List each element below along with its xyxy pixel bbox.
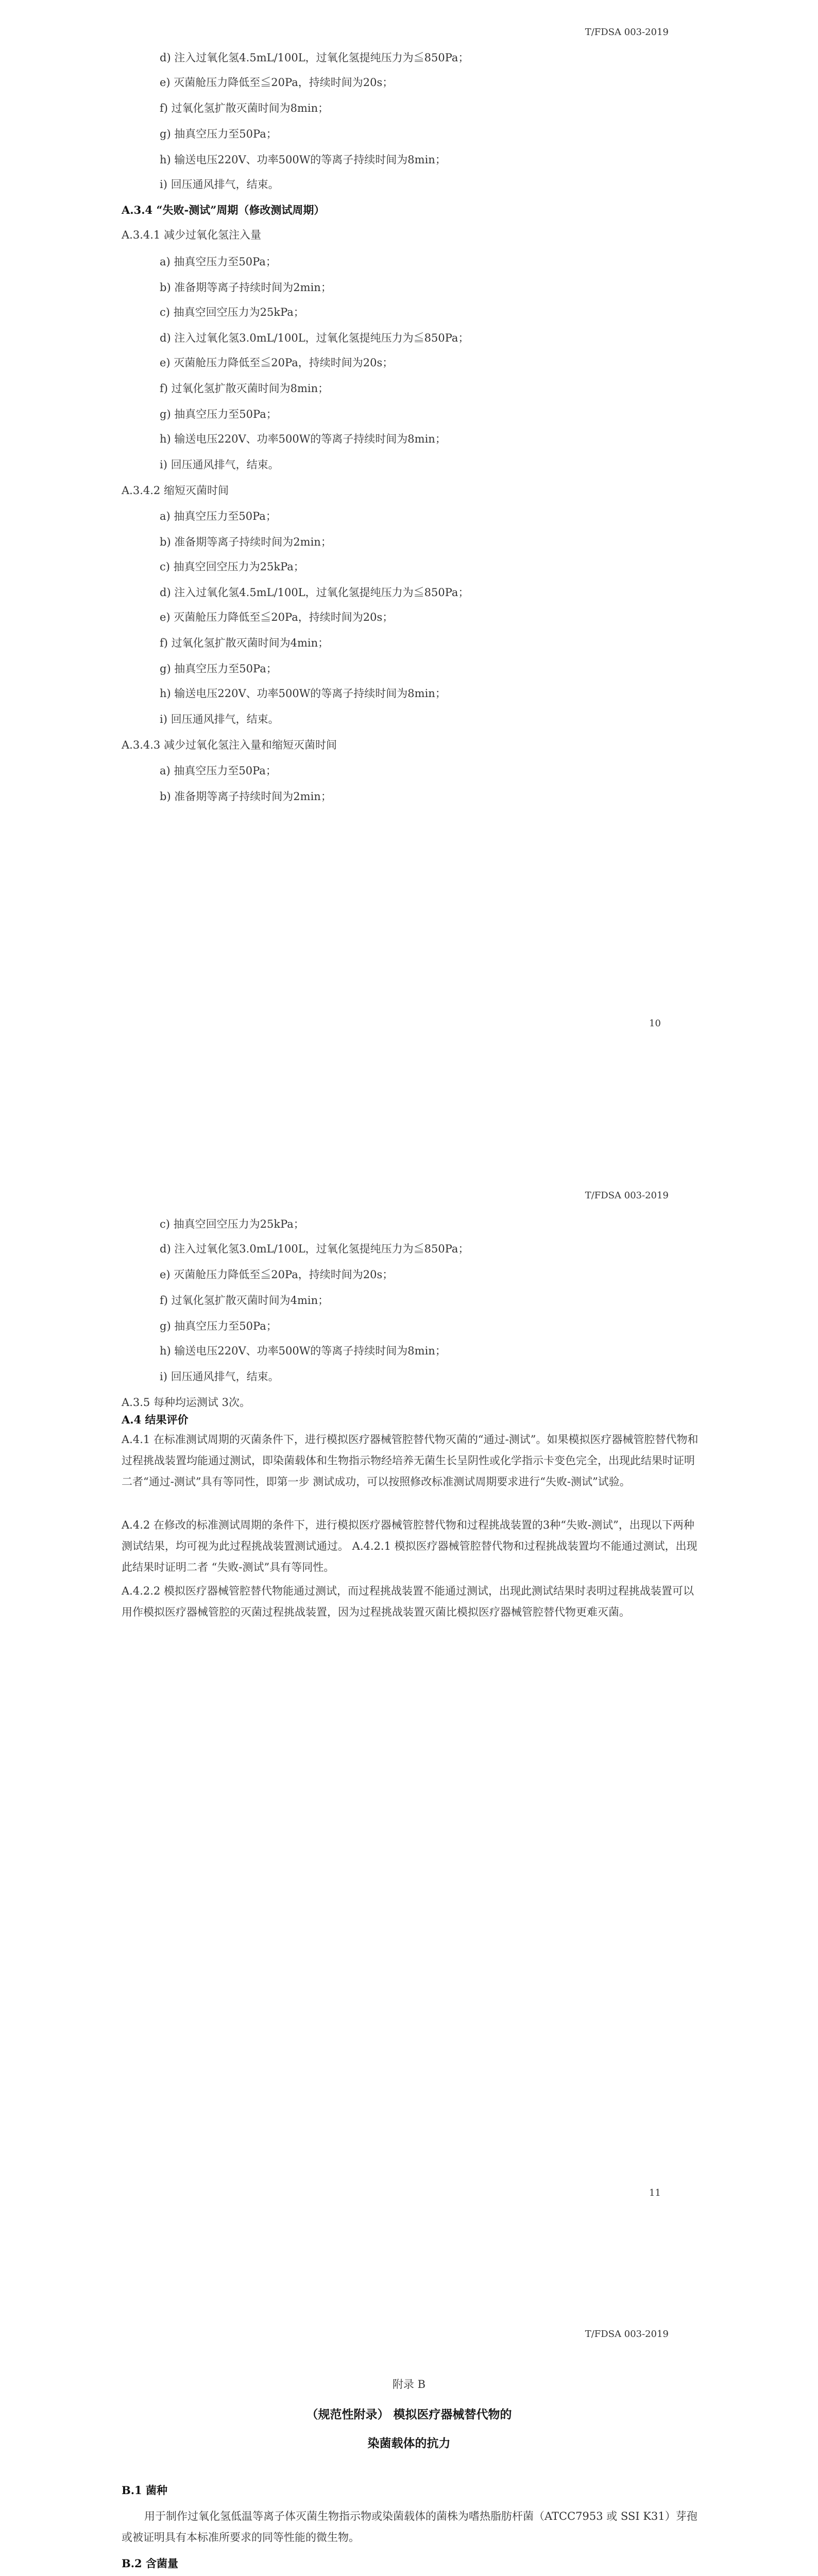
page-header: T/FDSA 003-2019 xyxy=(585,2329,669,2340)
step-line: h) 输送电压220V、功率500W的等离子持续时间为8min； xyxy=(160,433,446,445)
step-line: g) 抽真空压力至50Pa； xyxy=(160,408,277,420)
step-line: e) 灭菌舱压力降低至≦20Pa，持续时间为20s； xyxy=(160,611,394,623)
subsection-heading: A.3.4.2 缩短灭菌时间 xyxy=(122,484,229,497)
page-header: T/FDSA 003-2019 xyxy=(585,27,669,38)
step-line: h) 输送电压220V、功率500W的等离子持续时间为8min； xyxy=(160,687,446,700)
subsection-heading: A.3.4.1 减少过氧化氢注入量 xyxy=(122,229,261,241)
step-line: f) 过氧化氢扩散灭菌时间为4min； xyxy=(160,637,329,649)
section-heading: A.4 结果评价 xyxy=(122,1413,189,1426)
page-12 xyxy=(0,2314,818,2576)
step-line: i) 回压通风排气，结束。 xyxy=(160,713,279,725)
step-line: h) 输送电压220V、功率500W的等离子持续时间为8min； xyxy=(160,1345,446,1357)
step-line: a) 抽真空压力至50Pa； xyxy=(160,765,277,777)
step-line: e) 灭菌舱压力降低至≦20Pa，持续时间为20s； xyxy=(160,76,394,89)
step-line: f) 过氧化氢扩散灭菌时间为8min； xyxy=(160,102,329,114)
paragraph: A.4.2.2 模拟医疗器械管腔替代物能通过测试，而过程挑战装置不能通过测试，出现此测试结果时表明过程挑战装置可以用作模拟医疗器械管腔的灭菌过程挑战装置，因为过程挑战装置灭菌比模拟医疗器械管腔替代物更难灭菌。 xyxy=(122,1585,694,1618)
step-line: g) 抽真空压力至50Pa； xyxy=(160,1320,277,1332)
page-11 xyxy=(0,1157,818,2314)
step-line: i) 回压通风排气，结束。 xyxy=(160,459,279,471)
page-number: 10 xyxy=(649,1018,661,1029)
step-line: c) 抽真空回空压力为25kPa； xyxy=(160,306,304,318)
step-line: a) 抽真空压力至50Pa； xyxy=(160,510,277,522)
step-line: g) 抽真空压力至50Pa； xyxy=(160,128,277,140)
paragraph: 用于制作过氧化氢低温等离子体灭菌生物指示物或染菌载体的菌株为嗜热脂肪杆菌（ATCC7953 或 SSI K31）芽孢或被证明具有本标准所要求的同等性能的微生物。 xyxy=(122,2510,697,2544)
step-line: h) 输送电压220V、功率500W的等离子持续时间为8min； xyxy=(160,154,446,166)
step-line: f) 过氧化氢扩散灭菌时间为4min； xyxy=(160,1294,329,1307)
step-line: g) 抽真空压力至50Pa； xyxy=(160,663,277,675)
step-line: a) 抽真空压力至50Pa； xyxy=(160,256,277,268)
step-line: d) 注入过氧化氢4.5mL/100L，过氧化氢提纯压力为≦850Pa； xyxy=(160,586,469,599)
page-header: T/FDSA 003-2019 xyxy=(585,1190,669,1201)
step-line: f) 过氧化氢扩散灭菌时间为8min； xyxy=(160,382,329,395)
subsection-heading: A.3.4.3 减少过氧化氢注入量和缩短灭菌时间 xyxy=(122,739,337,751)
step-line: i) 回压通风排气，结束。 xyxy=(160,1370,279,1383)
step-line: d) 注入过氧化氢4.5mL/100L，过氧化氢提纯压力为≦850Pa； xyxy=(160,52,469,64)
step-line: e) 灭菌舱压力降低至≦20Pa，持续时间为20s； xyxy=(160,357,394,369)
step-line: c) 抽真空回空压力为25kPa； xyxy=(160,1218,304,1230)
paragraph: A.4.1 在标准测试周期的灭菌条件下，进行模拟医疗器械管腔替代物灭菌的“通过-测试”。如果模拟医疗器械管腔替代物和过程挑战装置均能通过测试，即染菌载体和生物指示物经培养无菌生长呈阴性或化学指示卡变色完全，出现此结果时证明二者“通过-测试”具有等同性，即第一步 测试成功，可以按照修改标准测试周期要求进行“失败-测试”试验。 xyxy=(122,1433,698,1488)
section-heading: A.3.4 “失败-测试”周期（修改测试周期） xyxy=(122,204,325,216)
section-heading: B.2 含菌量 xyxy=(122,2557,178,2570)
step-line: b) 准备期等离子持续时间为2min； xyxy=(160,281,332,294)
page-number: 11 xyxy=(649,2188,661,2198)
step-line: c) 抽真空回空压力为25kPa； xyxy=(160,561,304,573)
step-line: d) 注入过氧化氢3.0mL/100L，过氧化氢提纯压力为≦850Pa； xyxy=(160,332,469,344)
step-line: b) 准备期等离子持续时间为2min； xyxy=(160,790,332,803)
section-heading: B.1 菌种 xyxy=(122,2484,167,2497)
paragraph: A.4.2 在修改的标准测试周期的条件下，进行模拟医疗器械管腔替代物和过程挑战装置的3种“失败-测试”，出现以下两种测试结果，均可视为此过程挑战装置测试通过。 A.4.2.1 模拟医疗器械管腔替代物和过程挑战装置均不能通过测试，出现此结果时证明二者 “失败-测试”具有等同性。 xyxy=(122,1519,697,1573)
appendix-title: 染菌载体的抗力 xyxy=(367,2436,451,2450)
page-10 xyxy=(0,0,818,1157)
section-heading: A.3.5 每种均运测试 3次。 xyxy=(122,1396,250,1409)
step-line: d) 注入过氧化氢3.0mL/100L，过氧化氢提纯压力为≦850Pa； xyxy=(160,1243,469,1255)
appendix-title: （规范性附录） 模拟医疗器械替代物的 xyxy=(306,2408,512,2421)
step-line: i) 回压通风排气，结束。 xyxy=(160,178,279,191)
step-line: b) 准备期等离子持续时间为2min； xyxy=(160,536,332,548)
step-line: e) 灭菌舱压力降低至≦20Pa，持续时间为20s； xyxy=(160,1268,394,1281)
appendix-label: 附录 B xyxy=(392,2378,426,2391)
